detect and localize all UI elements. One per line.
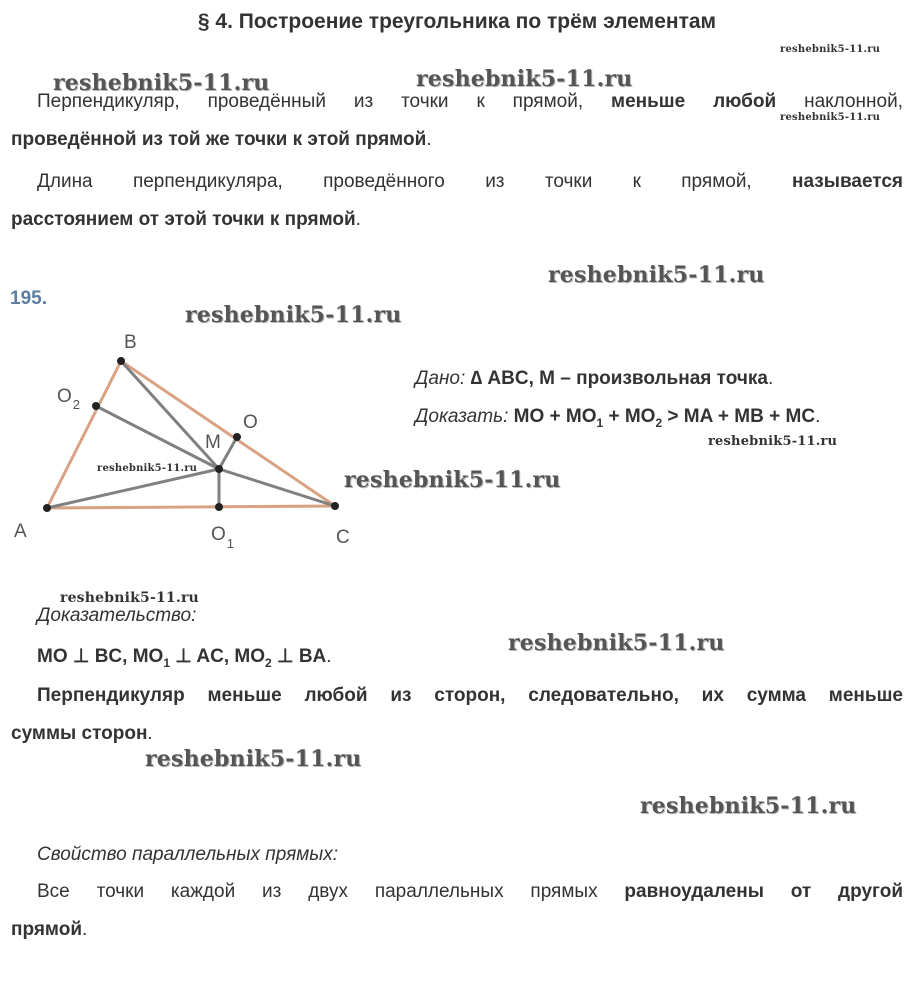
- text: MO + MO: [513, 406, 597, 427]
- proof-line: [11, 715, 903, 753]
- proof-heading: Доказательство:: [37, 605, 197, 626]
- proof-line-perpendiculars: [37, 645, 332, 670]
- property-heading: Свойство параллельных прямых:: [37, 844, 339, 865]
- label-o2-main: O: [57, 386, 72, 407]
- watermark: reshebnik5-11.ru: [53, 70, 270, 96]
- triangle-sides: [47, 361, 335, 508]
- point-o1: [215, 503, 223, 511]
- label-a: A: [14, 521, 27, 542]
- theory-line: [11, 121, 903, 159]
- subscript: 1: [163, 655, 171, 670]
- proof-paragraph: [11, 677, 903, 753]
- watermark: reshebnik5-11.ru: [185, 302, 402, 328]
- proof-line: [11, 677, 903, 715]
- text: ⊥ BA: [271, 646, 327, 667]
- label-o1-sub: 1: [226, 536, 235, 551]
- text: ⊥ AC, MO: [170, 646, 266, 667]
- theory-line: [11, 201, 903, 239]
- point-c: [331, 502, 339, 510]
- bold-text: Перпендикуляр меньше любой из сторон, следовательно, их сумма меньше: [37, 685, 903, 706]
- bold-text: меньше любой: [611, 91, 777, 112]
- text: .: [147, 723, 153, 744]
- problem-number: 195.: [10, 288, 47, 309]
- point-o: [233, 433, 241, 441]
- label-b: B: [124, 332, 137, 353]
- theory-line: [11, 83, 903, 121]
- text: .: [355, 209, 361, 230]
- label-o2: [57, 386, 80, 412]
- segment-ma: [47, 469, 219, 508]
- bold-text: суммы сторон: [11, 723, 148, 744]
- subscript: 1: [596, 415, 604, 430]
- prove-label: Доказать:: [415, 406, 509, 427]
- given-text: ∆ ABC, M – произвольная точка: [465, 368, 768, 389]
- triangle-figure: [0, 320, 400, 560]
- watermark-small: reshebnik5-11.ru: [97, 463, 198, 474]
- text: наклонной,: [776, 91, 903, 112]
- bold-text: равноудалены от другой: [624, 881, 903, 902]
- text: > MA + MB + MC: [662, 406, 816, 427]
- label-o1-main: O: [211, 524, 226, 545]
- property-line: [11, 873, 903, 911]
- segment-mo: [219, 437, 237, 469]
- label-o: O: [243, 412, 258, 433]
- point-b: [117, 357, 125, 365]
- watermark: reshebnik5-11.ru: [548, 262, 765, 288]
- side-ab: [47, 361, 121, 508]
- text: Все точки каждой из двух параллельных прямых: [37, 881, 625, 902]
- text: .: [815, 406, 821, 427]
- property-line: [11, 911, 903, 949]
- text: Перпендикуляр, проведённый из точки к прямой,: [37, 91, 612, 112]
- theory-paragraph-perpendicular: [11, 83, 903, 159]
- point-m: [215, 465, 223, 473]
- text: + MO: [603, 406, 656, 427]
- point-a: [43, 504, 51, 512]
- label-m: M: [205, 432, 221, 453]
- theory-paragraph-distance: [11, 163, 903, 239]
- subscript: 2: [655, 415, 663, 430]
- text: .: [767, 368, 774, 389]
- watermark-small: reshebnik5-11.ru: [60, 590, 199, 606]
- watermark-small: reshebnik5-11.ru: [780, 44, 881, 55]
- watermark: reshebnik5-11.ru: [508, 630, 725, 656]
- bold-text: называется: [792, 171, 903, 192]
- label-o1: [211, 524, 234, 551]
- segment-mc: [219, 469, 335, 506]
- given-label: Дано:: [415, 368, 466, 389]
- watermark-small: reshebnik5-11.ru: [780, 112, 881, 123]
- watermark-small: reshebnik5-11.ru: [708, 434, 838, 449]
- watermark: reshebnik5-11.ru: [416, 66, 633, 92]
- bold-text: проведённой из той же точки к этой прямой: [11, 129, 427, 150]
- given-line: [415, 368, 773, 390]
- label-o2-sub: 2: [72, 397, 81, 412]
- watermark: reshebnik5-11.ru: [145, 746, 362, 772]
- point-o2: [92, 402, 100, 410]
- theory-line: [11, 163, 903, 201]
- text: .: [326, 646, 332, 667]
- text: Длина перпендикуляра, проведённого из точки к прямой,: [37, 171, 793, 192]
- property-paragraph: [11, 873, 903, 949]
- text: .: [82, 919, 88, 940]
- inner-segments: [47, 361, 335, 508]
- prove-text: [513, 406, 816, 430]
- prove-line: [415, 406, 820, 430]
- side-ac: [47, 506, 335, 508]
- text: MO ⊥ BC, MO: [37, 646, 164, 667]
- bold-text: прямой: [11, 919, 83, 940]
- label-c: C: [336, 527, 350, 548]
- text: .: [426, 129, 432, 150]
- points: [43, 357, 339, 512]
- section-title: § 4. Построение треугольника по трём элементам: [197, 10, 717, 33]
- watermark: reshebnik5-11.ru: [344, 467, 561, 493]
- watermark: reshebnik5-11.ru: [640, 793, 857, 819]
- subscript: 2: [265, 655, 272, 670]
- bold-text: расстоянием от этой точки к прямой: [11, 209, 356, 230]
